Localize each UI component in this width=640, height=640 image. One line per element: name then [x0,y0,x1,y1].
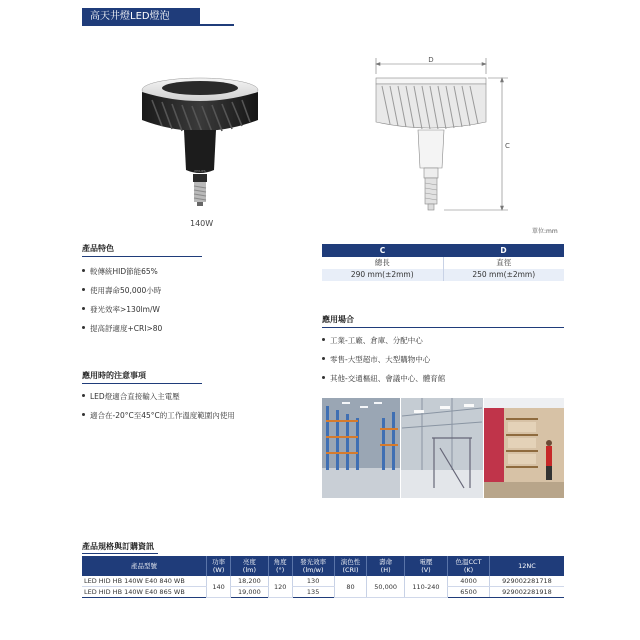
dimension-c-label: C [505,142,510,150]
column-header: 12NC [490,556,565,576]
applications-heading: 應用場合 [322,315,354,324]
table-cell: 135 [292,587,334,598]
column-header: 壽命 (H) [367,556,404,576]
table-cell: 80 [334,576,367,598]
table-row [82,587,564,598]
brand-mark: PHILIPS [194,169,206,173]
column-header: 亮度 (lm) [231,556,268,576]
table-cell: 290 mm(±2mm) [350,270,414,279]
column-header: 色溫CCT (K) [448,556,490,576]
applications-rule [322,327,564,328]
spec-rule [82,553,158,554]
table-cell: 250 mm(±2mm) [443,269,565,281]
dimension-d-label: D [428,56,434,64]
features-heading: 產品特色 [82,244,114,253]
column-header: 發光效率 (lm/w) [292,556,334,576]
table-cell: 直徑 [443,257,565,269]
unit-note: 單位:mm [532,228,558,235]
list-item: 發光效率>130lm/W [90,305,160,314]
title-underline [82,24,234,26]
table-row [82,576,564,587]
table-cell: 929002281718 [490,576,565,587]
table-cell: 總長 [374,258,390,267]
table-cell: 6500 [448,587,490,598]
table-header [322,244,564,257]
table-cell: 140 [207,576,231,598]
column-header: 角度 (°) [268,556,292,576]
list-item: 提高舒適度+CRI>80 [90,324,163,333]
column-header: 電壓 (V) [404,556,447,576]
list-item: LED燈適合直接輸入主電壓 [90,392,180,401]
page-title: 高天井燈LED燈泡 [82,8,200,26]
spec-table [82,556,564,598]
table-cell: 120 [268,576,292,598]
wattage-label: 140W [190,219,214,228]
dimension-table [322,244,564,281]
application-photo [322,398,564,498]
features-rule [82,256,202,257]
list-item: 工業-工廠、倉庫、分配中心 [330,336,423,345]
table-cell: 130 [292,576,334,587]
table-cell: LED HID HB 140W E40 840 WB [82,576,207,587]
notes-heading: 應用時的注意事項 [82,371,146,380]
list-item: 零售-大型超市、大型購物中心 [330,355,431,364]
table-row [322,257,564,269]
table-cell: LED HID HB 140W E40 865 WB [82,587,207,598]
table-cell: 18,200 [231,576,268,587]
table-cell: 4000 [448,576,490,587]
list-item: 適合在-20°C至45°C的工作溫度範圍內使用 [90,411,235,420]
table-cell: 110-240 [404,576,447,598]
spec-heading: 產品規格與訂購資訊 [82,542,154,551]
column-header: C [379,246,386,255]
notes-rule [82,383,202,384]
list-item: 較傳統HID節能65% [90,267,158,276]
dimension-drawing [360,50,520,220]
column-header: 產品型號 [82,556,207,576]
table-cell: 50,000 [367,576,404,598]
table-row [322,269,564,281]
led-bulb-illustration [140,70,260,215]
table-cell: 19,000 [231,587,268,598]
table-cell: 929002281918 [490,587,565,598]
list-item: 使用壽命50,000小時 [90,286,162,295]
table-header [82,556,564,576]
list-item: 其他-交通樞紐、會議中心、體育館 [330,374,446,383]
column-header: 演色性 (CRI) [334,556,367,576]
column-header: D [500,246,507,255]
column-header: 功率 (W) [207,556,231,576]
